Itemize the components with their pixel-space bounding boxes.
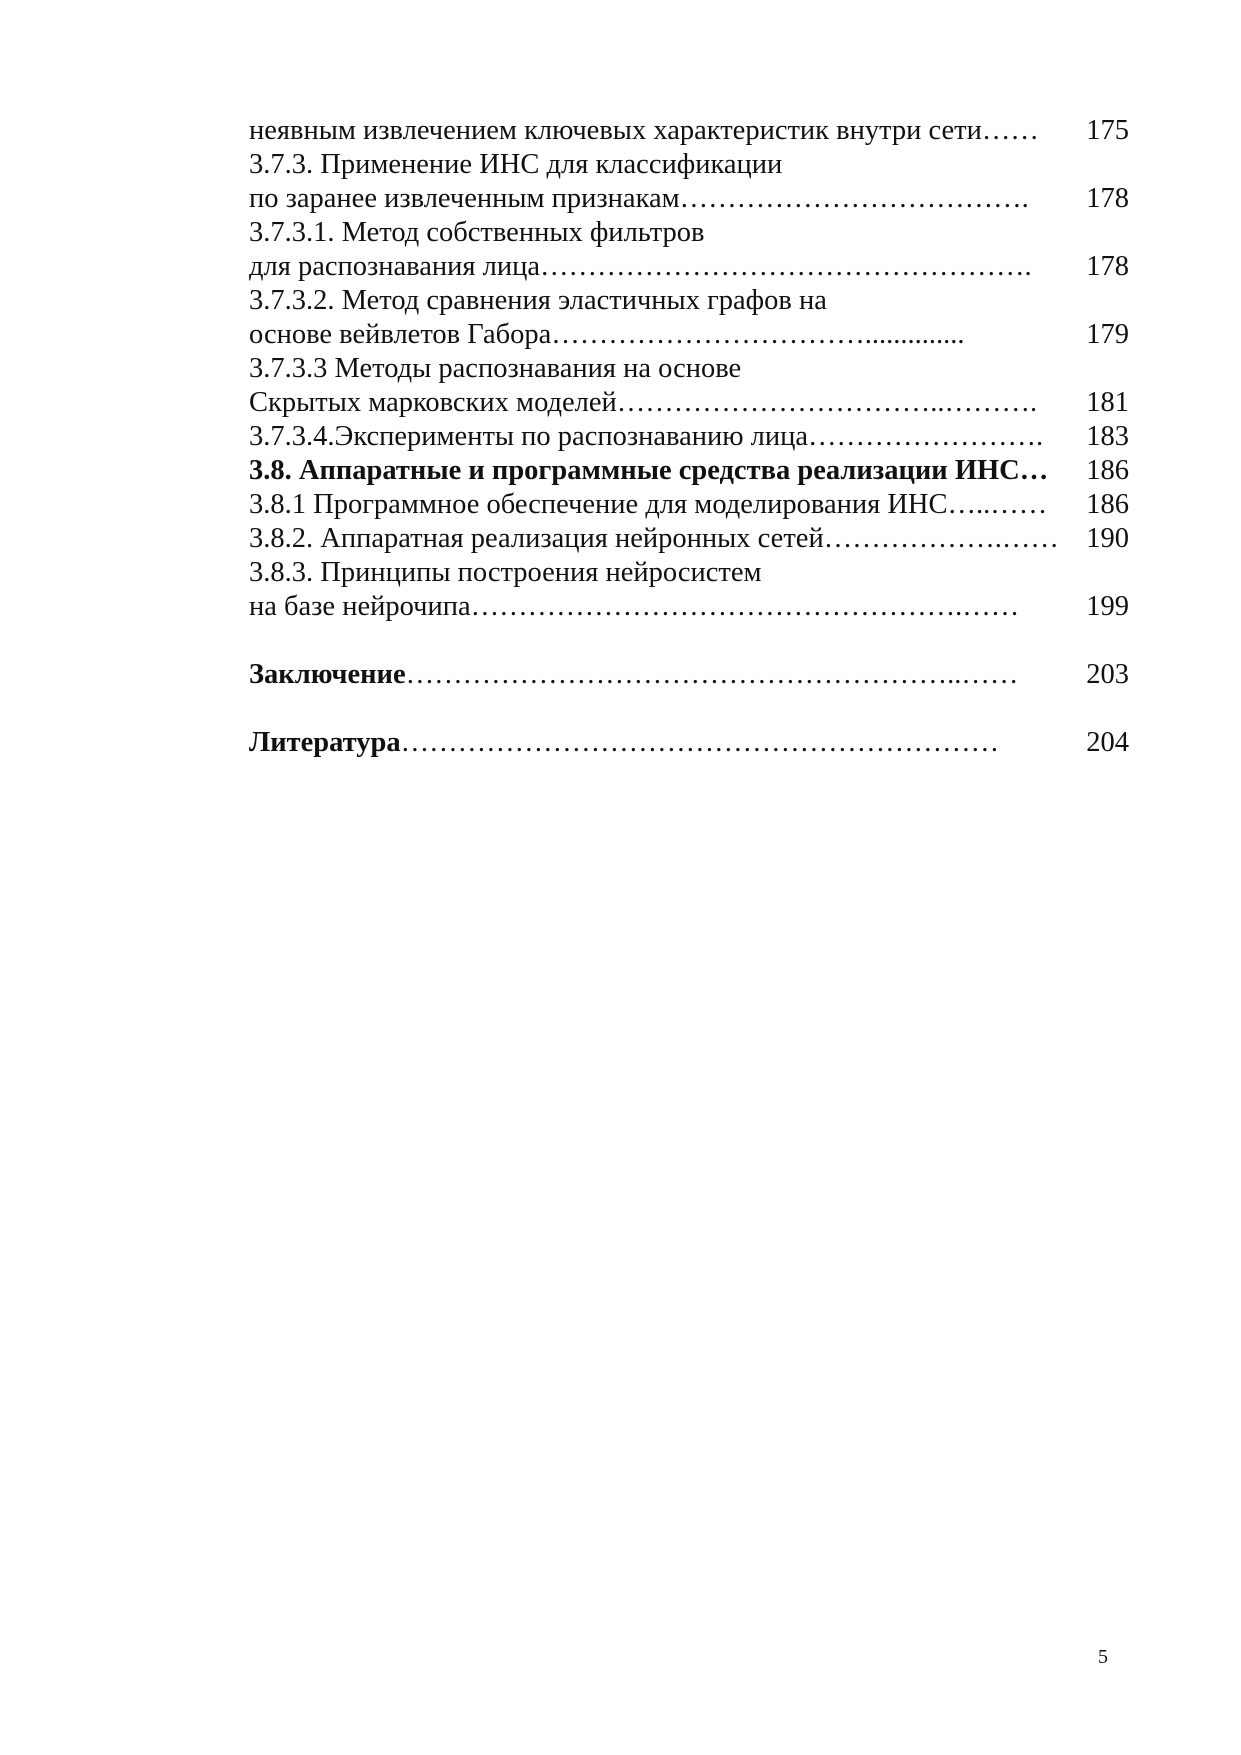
- toc-page-number: 199: [1086, 591, 1129, 622]
- toc-page-number: 178: [1086, 183, 1129, 214]
- toc-page-number: 175: [1086, 115, 1129, 146]
- toc-entry-title: Заключение: [249, 659, 406, 690]
- toc-entry[interactable]: [249, 114, 1129, 148]
- toc-entry-text: по заранее извлеченным признакам……………………………….: [249, 183, 1029, 214]
- toc-entry-text-group: [249, 658, 1074, 692]
- toc-entry-text: на базе нейрочипа…………………………………………….……: [249, 591, 1020, 622]
- toc-entry-section-3-8[interactable]: [249, 454, 1129, 488]
- toc-page-number: 186: [1086, 489, 1129, 520]
- toc-entry-text: 3.7.3.2. Метод сравнения эластичных графов на: [249, 285, 827, 316]
- toc-entry-text: 3.7.3. Применение ИНС для классификации: [249, 149, 783, 180]
- toc-entry[interactable]: [249, 590, 1129, 624]
- toc-entry-conclusion[interactable]: [249, 658, 1129, 692]
- toc-page-number: 204: [1086, 727, 1129, 758]
- toc-entry[interactable]: [249, 250, 1129, 284]
- spacer: [249, 692, 1129, 726]
- toc-entry-text: для распознавания лица…………………………………………….: [249, 251, 1032, 282]
- toc-entry[interactable]: [249, 522, 1129, 556]
- toc-entry-text: 3.7.3.1. Метод собственных фильтров: [249, 217, 705, 248]
- toc-entry[interactable]: [249, 386, 1129, 420]
- toc-entry-text: 3.7.3.3 Методы распознавания на основе: [249, 353, 742, 384]
- toc-page-number: 183: [1086, 421, 1129, 452]
- toc-page-number: 190: [1086, 523, 1129, 554]
- toc-entry-literature[interactable]: [249, 726, 1129, 760]
- toc-page-number: 179: [1086, 319, 1129, 350]
- toc-page-number: 203: [1086, 659, 1129, 690]
- toc-entry[interactable]: [249, 420, 1129, 454]
- toc-entry-title: Литература: [249, 727, 401, 758]
- toc-page-number: 178: [1086, 251, 1129, 282]
- toc-entry-text: основе вейвлетов Габора……………………………..............: [249, 319, 965, 350]
- toc-page-number: 186: [1086, 455, 1129, 486]
- toc-entry[interactable]: [249, 284, 1129, 318]
- toc-entry[interactable]: [249, 352, 1129, 386]
- toc-entry-text: неявным извлечением ключевых характеристик внутри сети……: [249, 115, 1039, 146]
- toc-entry-text: 3.8.1 Программное обеспечение для моделирования ИНС…..……: [249, 489, 1048, 520]
- toc-entry[interactable]: [249, 182, 1129, 216]
- page-number: 5: [1098, 1646, 1108, 1668]
- toc-entry[interactable]: [249, 556, 1129, 590]
- toc-entry[interactable]: [249, 488, 1129, 522]
- table-of-contents: [249, 114, 1129, 760]
- toc-leader-dots: ………………………………………………………: [400, 727, 1000, 758]
- toc-entry-text-group: [249, 726, 1074, 760]
- toc-entry-text: 3.8.2. Аппаратная реализация нейронных сетей……………….……: [249, 523, 1059, 554]
- toc-entry-text: 3.7.3.4.Эксперименты по распознаванию лица…………………….: [249, 421, 1044, 452]
- toc-entry[interactable]: [249, 318, 1129, 352]
- toc-page-number: 181: [1086, 387, 1129, 418]
- toc-leader-dots: …………………………………………………..……: [405, 659, 1019, 690]
- toc-entry-text: 3.8.3. Принципы построения нейросистем: [249, 557, 762, 588]
- toc-entry[interactable]: [249, 148, 1129, 182]
- toc-entry[interactable]: [249, 216, 1129, 250]
- toc-entry-text: Скрытых марковских моделей……………………………..……….: [249, 387, 1038, 418]
- toc-entry-text: 3.8. Аппаратные и программные средства реализации ИНС…: [249, 455, 1049, 486]
- spacer: [249, 624, 1129, 658]
